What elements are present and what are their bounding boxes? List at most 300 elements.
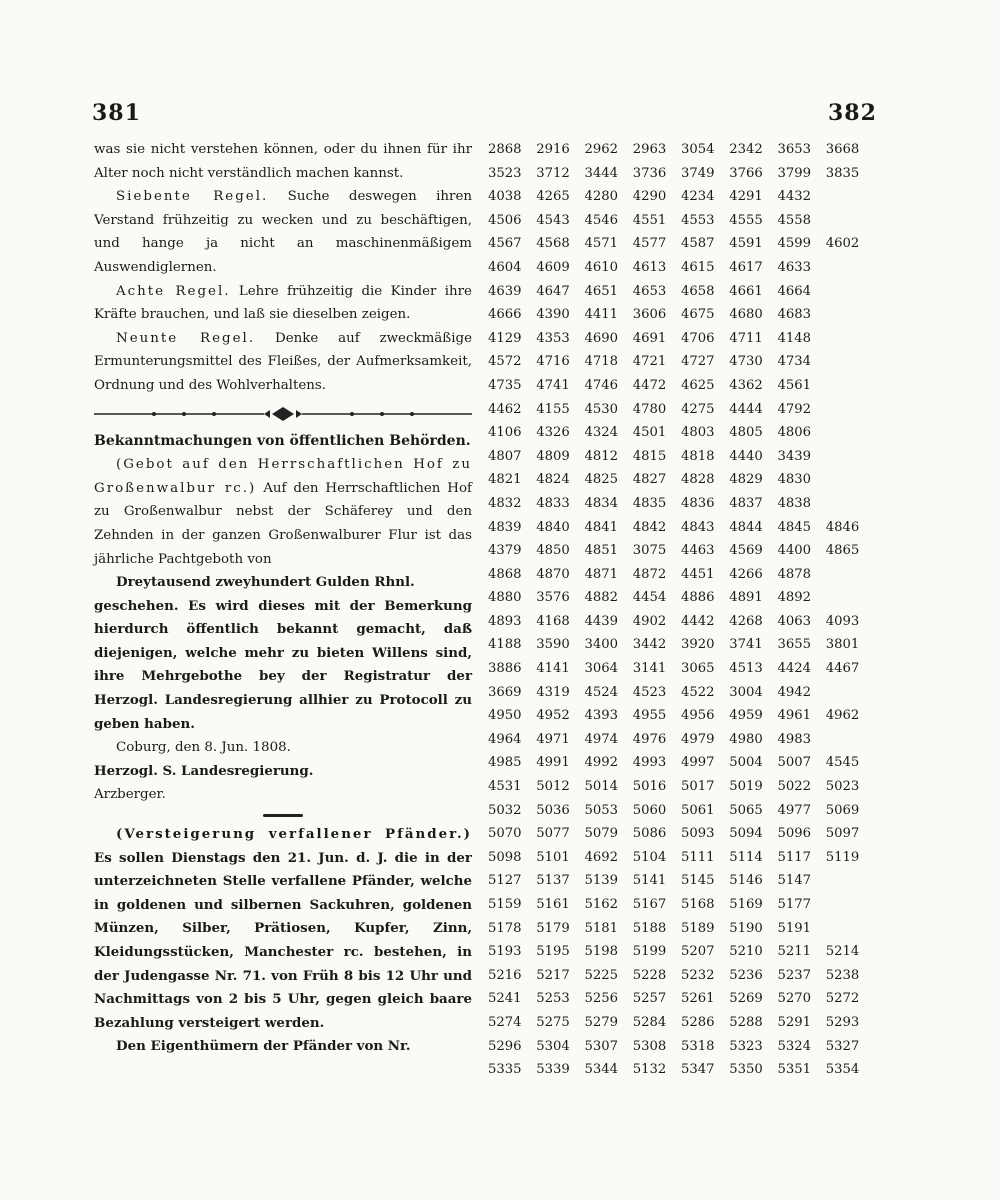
pledge-number: 5111 <box>681 849 715 865</box>
pledge-number: 5022 <box>777 779 812 795</box>
pledge-number: 5094 <box>729 826 763 842</box>
pledge-number: 5191 <box>777 920 812 936</box>
pledge-number: 4063 <box>777 613 812 629</box>
notice-lease-text-2: geschehen. Es wird dieses mit der Bemerkung hierdurch öffentlich bekannt gemacht, daß diejenigen, welche mehr zu bieten Willens sind, ihre Mehrgebothe bey der Registratur der Herzogl. Landesregierung allhier zu Protocoll zu geben haben. <box>94 597 472 732</box>
notice-auction-last-line: Den Eigenthümern der Pfänder von Nr. <box>116 1038 411 1055</box>
pledge-number: 4661 <box>729 283 763 299</box>
pledge-number: 4690 <box>584 330 619 346</box>
pledge-number: 4721 <box>632 354 667 370</box>
pledge-number: 5232 <box>681 967 715 983</box>
pledge-number: 5161 <box>536 897 570 912</box>
pledge-number: 4871 <box>584 566 619 582</box>
pledge-number: 4832 <box>488 495 522 511</box>
pledge-number: 5137 <box>536 873 570 889</box>
pledge-number: 4828 <box>681 472 715 488</box>
pledge-number: 4444 <box>729 401 763 417</box>
pledge-number: 4803 <box>681 425 715 441</box>
pledge-number: 4400 <box>777 543 812 559</box>
pledge-number: 4522 <box>681 684 715 700</box>
pledge-number: 4870 <box>536 566 570 582</box>
pledge-number: 4839 <box>488 519 522 535</box>
pledge-number: 4666 <box>488 307 522 323</box>
pledge-number: 3920 <box>681 637 715 653</box>
pledge-number: 4834 <box>584 495 619 511</box>
rule-nine <box>94 327 472 398</box>
pledge-number: 4865 <box>825 543 860 559</box>
pledge-number: 4639 <box>488 283 522 299</box>
pledge-number: 2962 <box>584 142 619 157</box>
pledge-number: 4188 <box>488 637 522 653</box>
pledge-number: 4971 <box>536 731 570 747</box>
pledge-number: 4653 <box>632 283 667 299</box>
pledge-number <box>826 681 874 705</box>
pledge-number: 4275 <box>681 401 715 417</box>
pledge-number: 5146 <box>729 873 763 889</box>
pledge-number: 2342 <box>729 142 763 157</box>
pledge-number <box>826 468 874 492</box>
pledge-number: 4472 <box>632 377 667 393</box>
pledge-number: 5061 <box>681 802 715 818</box>
pledge-number: 5308 <box>632 1038 667 1054</box>
pledge-number <box>826 421 874 445</box>
pledge-number: 5007 <box>777 755 812 771</box>
pledge-number: 4587 <box>681 236 715 252</box>
pledge-number: 4675 <box>681 307 715 323</box>
pledge-number: 4734 <box>777 354 812 370</box>
pledge-number: 5214 <box>825 944 860 960</box>
pledge-number <box>826 893 874 917</box>
pledge-number: 2916 <box>536 142 570 157</box>
pledge-number: 4818 <box>681 448 715 464</box>
pledge-number: 5274 <box>488 1014 522 1030</box>
notice-lease-text: Auf den Herrschaftlichen Hof zu Großenwalbur nebst der Schäferey und den Zehnden in der ganzen Großenwalburer Flur ist das jährliche Pachtgeboth von <box>94 480 472 567</box>
pledge-number <box>826 303 874 327</box>
pledge-number: 4572 <box>488 354 522 370</box>
pledge-number: 4746 <box>584 377 619 393</box>
pledge-number: 4872 <box>632 566 667 582</box>
pledge-number: 5145 <box>681 873 715 889</box>
ornamental-divider <box>94 402 472 426</box>
pledge-number: 4716 <box>536 354 570 370</box>
pledge-number: 4524 <box>584 684 619 700</box>
pledge-number: 4809 <box>536 448 570 464</box>
pledge-number: 4833 <box>536 495 570 511</box>
pledge-number: 3054 <box>681 142 715 157</box>
pledge-number: 3590 <box>536 637 570 653</box>
pledge-number: 4454 <box>632 590 667 606</box>
pledge-number: 2868 <box>488 142 522 157</box>
pledge-number: 5127 <box>488 873 522 889</box>
notice-auction-text: Es sollen Dienstags den 21. Jun. d. J. die in der unterzeichneten Stelle verfallene Pfänder, welche in goldenen und silbernen Sackuhren, goldenen Münzen, Silber, Prätiosen, Kupfer, Zinn, Kleidungsstücken, Manchester rc. bestehen, in der Judengasse Nr. 71. von Früh 8 bis 12 Uhr und Nachmittags von 2 bis 5 Uhr, gegen gleich baare Bezahlung versteigert werden. <box>94 849 472 1031</box>
pledge-number: 4558 <box>777 212 812 228</box>
rule-eight <box>94 280 472 327</box>
rule-nine-text: Denke auf zweckmäßige Ermunterungsmittel des Fleißes, der Aufmerksamkeit, Ordnung und des Wohlverhaltens. <box>94 330 472 393</box>
pledge-number: 4843 <box>681 519 715 535</box>
pledge-number: 4393 <box>584 708 619 724</box>
pledge-number: 4846 <box>825 519 860 535</box>
pledge-number: 5216 <box>488 967 522 983</box>
pledge-number: 4850 <box>536 543 570 559</box>
pledge-number: 4523 <box>632 684 667 700</box>
pledge-number: 4609 <box>536 259 570 275</box>
pledge-number <box>826 327 874 351</box>
pledge-number: 3653 <box>777 142 812 157</box>
pledge-number: 4604 <box>488 259 522 275</box>
pledge-number: 5179 <box>536 920 570 936</box>
pledge-number: 3741 <box>729 637 763 653</box>
pledge-number: 5236 <box>729 967 763 983</box>
pledge-number: 4962 <box>825 708 860 724</box>
pledge-number: 3669 <box>488 684 522 700</box>
pledge-number: 4825 <box>584 472 619 488</box>
pledge-number: 5077 <box>536 826 570 842</box>
pledge-number: 5279 <box>584 1014 619 1030</box>
pledge-number: 5270 <box>777 991 812 1007</box>
pledge-number: 3606 <box>632 307 667 323</box>
pledge-number <box>826 280 874 304</box>
pledge-number: 5291 <box>777 1014 812 1030</box>
pledge-number: 5101 <box>536 849 570 865</box>
pledge-number: 4829 <box>729 472 763 488</box>
pledge-number <box>826 445 874 469</box>
left-text-column <box>94 138 472 1059</box>
pledge-number: 5178 <box>488 920 522 936</box>
pledge-number: 4266 <box>729 566 763 582</box>
pledge-number: 4841 <box>584 519 619 535</box>
pledge-number: 5141 <box>632 873 667 889</box>
pledge-number: 4842 <box>632 519 667 535</box>
pledge-number: 4956 <box>681 708 715 724</box>
pledge-number: 5275 <box>536 1014 570 1030</box>
pledge-number: 4812 <box>584 448 619 464</box>
pledge-number: 5065 <box>729 802 763 818</box>
pledge-number: 4462 <box>488 401 522 417</box>
pledge-number: 5324 <box>777 1038 812 1054</box>
pledge-number: 5241 <box>488 991 522 1007</box>
pledge-number: 5168 <box>681 897 715 912</box>
pledge-number: 4324 <box>584 425 619 441</box>
pledge-number: 5210 <box>729 944 763 960</box>
pledge-number: 4844 <box>729 519 763 535</box>
pledge-number: 3400 <box>584 637 619 653</box>
pledge-number: 4545 <box>825 755 860 771</box>
pledge-number <box>826 728 874 752</box>
pledge-number <box>826 563 874 587</box>
pledge-number: 4902 <box>632 613 667 629</box>
pledge-number: 5079 <box>584 826 619 842</box>
pledge-number: 4880 <box>488 590 522 606</box>
pledge-number: 4268 <box>729 613 763 629</box>
pledge-number: 4561 <box>777 377 812 393</box>
pledge-number: 4977 <box>777 802 812 818</box>
pledge-number: 5228 <box>632 967 667 983</box>
pledge-number: 4993 <box>632 755 667 771</box>
pledge-number: 4451 <box>681 566 715 582</box>
pledge-number: 3801 <box>825 637 860 653</box>
pledge-number: 3075 <box>632 543 667 559</box>
issuing-authority: Herzogl. S. Landesregierung. <box>94 762 314 779</box>
pledge-number: 5139 <box>584 873 619 889</box>
pledge-number: 4792 <box>777 401 812 417</box>
pledge-number: 4955 <box>632 708 667 724</box>
pledge-number: 5195 <box>536 944 570 960</box>
page-number-left: 381 <box>92 100 141 126</box>
pledge-number: 3749 <box>681 165 715 181</box>
pledge-number: 4806 <box>777 425 812 441</box>
pledge-number: 4567 <box>488 236 522 252</box>
pledge-number: 5296 <box>488 1038 522 1054</box>
pledge-number: 4730 <box>729 354 763 370</box>
pledge-number: 4379 <box>488 543 522 559</box>
pledge-number: 4711 <box>729 330 763 346</box>
pledge-number <box>826 492 874 516</box>
pledge-number: 5053 <box>584 802 619 818</box>
pledge-number: 3766 <box>729 165 763 181</box>
pledge-number <box>826 209 874 233</box>
pledge-number: 4835 <box>632 495 667 511</box>
pledge-number: 5147 <box>777 873 812 889</box>
ornament-rule-icon <box>94 406 472 422</box>
pledge-number: 5097 <box>825 826 860 842</box>
pledge-number: 4543 <box>536 212 570 228</box>
pledge-number: 4633 <box>777 259 812 275</box>
pledge-number: 5119 <box>825 849 860 865</box>
pledge-number: 4664 <box>777 283 812 299</box>
pledge-number: 5286 <box>681 1014 715 1030</box>
pledge-number: 4827 <box>632 472 667 488</box>
pledge-number: 4129 <box>488 330 522 346</box>
pledge-number: 5070 <box>488 826 522 842</box>
pledge-number: 5284 <box>632 1014 667 1030</box>
pledge-number: 4983 <box>777 731 812 747</box>
pledge-number: 5004 <box>729 755 763 771</box>
pledge-number: 5086 <box>632 826 667 842</box>
pledge-number: 4577 <box>632 236 667 252</box>
pledge-number: 5327 <box>825 1038 860 1054</box>
pledge-number: 4845 <box>777 519 812 535</box>
pledge-number: 4893 <box>488 613 522 629</box>
pledge-number: 5335 <box>488 1062 522 1078</box>
pledge-number: 4821 <box>488 472 522 488</box>
pledge-number: 4807 <box>488 448 522 464</box>
notice-lease-label: (Gebot auf den Herrschaftlichen Hof zu Großenwalbur rc.) <box>94 457 472 496</box>
pledge-number: 5211 <box>777 944 812 960</box>
pledge-number: 4991 <box>536 755 570 771</box>
pledge-number: 5304 <box>536 1038 570 1054</box>
pledge-number: 5238 <box>825 967 860 983</box>
pledge-number: 3442 <box>632 637 667 653</box>
pledge-number: 4651 <box>584 283 619 299</box>
pledge-number: 5117 <box>777 849 812 865</box>
pledge-number: 4501 <box>632 425 667 441</box>
pledge-number: 3655 <box>777 637 812 653</box>
pledge-number: 3065 <box>681 661 715 677</box>
pledge-number: 4148 <box>777 330 812 346</box>
pledge-number: 4780 <box>632 401 667 417</box>
pledge-number: 4390 <box>536 307 570 323</box>
pledge-number: 4815 <box>632 448 667 464</box>
pledge-number: 5114 <box>729 849 763 865</box>
pledge-number: 4891 <box>729 590 763 606</box>
pledge-number <box>826 350 874 374</box>
pledge-number: 4840 <box>536 519 570 535</box>
pledge-number: 4234 <box>681 189 715 205</box>
pledge-number: 3439 <box>777 448 812 464</box>
rule-seven <box>94 185 472 279</box>
pledge-number: 5198 <box>584 944 619 960</box>
pledge-number: 5318 <box>681 1038 715 1054</box>
rule-seven-text: Suche deswegen ihren Verstand frühzeitig zu wecken und zu beschäftigen, und hange ja nicht an maschinenmäßigem Auswendiglernen. <box>94 189 472 275</box>
pledge-number: 4658 <box>681 283 715 299</box>
notice-auction-label: (Versteigerung verfallener Pfänder.) <box>116 826 472 843</box>
pledge-number: 5199 <box>632 944 667 960</box>
pledge-number: 4610 <box>584 259 619 275</box>
pledge-number: 3886 <box>488 661 522 677</box>
pledge-number: 5351 <box>777 1062 812 1078</box>
pledge-number: 4974 <box>584 731 619 747</box>
pledge-number: 5167 <box>632 897 667 912</box>
pledge-number: 5347 <box>681 1062 715 1078</box>
pledge-number: 4706 <box>681 330 715 346</box>
pledge-number: 4882 <box>584 590 619 606</box>
pledge-number: 5190 <box>729 920 763 936</box>
pledge-number: 4886 <box>681 590 715 606</box>
pledge-number: 3004 <box>729 684 763 700</box>
pledge-number: 5181 <box>584 920 619 936</box>
pledge-number: 5217 <box>536 967 570 983</box>
pledge-number <box>826 256 874 280</box>
pledge-number: 5104 <box>632 849 667 865</box>
pledge-number: 3736 <box>632 165 667 181</box>
pledge-number: 4617 <box>729 259 763 275</box>
pledge-number: 4599 <box>777 236 812 252</box>
pledge-number: 4439 <box>584 613 619 629</box>
short-rule-mark <box>263 814 303 817</box>
pledge-number: 5169 <box>729 897 763 912</box>
pledge-number: 5323 <box>729 1038 763 1054</box>
pledge-number: 5256 <box>584 991 619 1007</box>
pledge-number: 5019 <box>729 779 763 795</box>
pledge-number <box>826 586 874 610</box>
pledge-number: 4602 <box>825 236 860 252</box>
pledge-number: 3668 <box>825 142 860 157</box>
pledge-number: 4290 <box>632 189 667 205</box>
pledge-number: 5093 <box>681 826 715 842</box>
pledge-number: 4837 <box>729 495 763 511</box>
pledge-number <box>826 185 874 209</box>
pledge-number: 4952 <box>536 708 570 724</box>
pledge-number: 5193 <box>488 944 522 960</box>
section-heading: Bekanntmachungen von öffentlichen Behörden. <box>94 432 471 449</box>
pledge-number: 5159 <box>488 897 522 912</box>
pledge-number: 4569 <box>729 543 763 559</box>
pledge-number: 3523 <box>488 165 522 181</box>
pledge-number: 5016 <box>632 779 667 795</box>
pledge-number: 4830 <box>777 472 812 488</box>
pledge-number: 4985 <box>488 755 522 771</box>
pledge-number: 4442 <box>681 613 715 629</box>
pledge-number: 5032 <box>488 802 522 818</box>
pledge-number: 4591 <box>729 236 763 252</box>
short-divider <box>94 807 472 823</box>
pledge-number: 4265 <box>536 189 570 205</box>
pledge-number: 4141 <box>536 661 570 677</box>
pledge-number: 5189 <box>681 920 715 936</box>
pledge-number: 3835 <box>825 165 860 181</box>
pledge-number: 4979 <box>681 731 715 747</box>
pledge-number: 5253 <box>536 991 570 1007</box>
pledge-number: 4531 <box>488 779 522 795</box>
pledge-number: 5188 <box>632 920 667 936</box>
pledge-number: 5288 <box>729 1014 763 1030</box>
pledge-number: 5132 <box>632 1062 667 1078</box>
rule-seven-label: Siebente Regel. <box>116 189 269 205</box>
pledge-number: 3141 <box>632 661 667 677</box>
pledge-number: 4892 <box>777 590 812 606</box>
pledge-number <box>826 869 874 893</box>
notice-lease-bid <box>94 453 472 571</box>
pledge-number: 5307 <box>584 1038 619 1054</box>
pledge-number: 3712 <box>536 165 570 181</box>
pledge-number <box>826 398 874 422</box>
pledge-number: 5344 <box>584 1062 619 1078</box>
pledge-number: 4432 <box>777 189 812 205</box>
pledge-number: 5339 <box>536 1062 570 1078</box>
pledge-number: 4961 <box>777 708 812 724</box>
pledge-number: 4680 <box>729 307 763 323</box>
pledge-number: 4291 <box>729 189 763 205</box>
pledge-number: 4950 <box>488 708 522 724</box>
pledge-number: 4647 <box>536 283 570 299</box>
pledge-number: 4692 <box>584 849 619 865</box>
pledge-number: 4106 <box>488 425 522 441</box>
pledge-number: 4551 <box>632 212 667 228</box>
pledge-number: 4727 <box>681 354 715 370</box>
pledge-number: 5350 <box>729 1062 763 1078</box>
pledge-number: 4353 <box>536 330 570 346</box>
notice-auction <box>94 823 472 1035</box>
pledge-number: 4851 <box>584 543 619 559</box>
rule-eight-text: Lehre frühzeitig die Kinder ihre Kräfte brauchen, und laß sie dieselben zeigen. <box>94 283 472 323</box>
pledge-number: 4836 <box>681 495 715 511</box>
pledge-number: 4980 <box>729 731 763 747</box>
pledge-number: 3064 <box>584 661 619 677</box>
pledge-number: 5069 <box>825 802 860 818</box>
pledge-number: 5225 <box>584 967 619 983</box>
pledge-number: 4741 <box>536 377 570 393</box>
pledge-number: 4530 <box>584 401 619 417</box>
pledge-number: 4093 <box>825 613 860 629</box>
pledge-number: 5017 <box>681 779 715 795</box>
rule-nine-label: Neunte Regel. <box>116 330 256 346</box>
pledge-number: 4942 <box>777 684 812 700</box>
pledge-number: 4319 <box>536 684 570 700</box>
notice-lease-amount: Dreytausend zweyhundert Gulden Rhnl. <box>116 574 415 591</box>
pledge-number <box>826 917 874 941</box>
pledge-number <box>826 374 874 398</box>
pledge-number: 5272 <box>825 991 860 1007</box>
rule-eight-label: Achte Regel. <box>116 283 231 299</box>
pledge-number: 5207 <box>681 944 715 960</box>
pledge-number: 4553 <box>681 212 715 228</box>
signer-name: Arzberger. <box>94 787 166 803</box>
pledge-number: 3576 <box>536 590 570 606</box>
pledge-number: 4506 <box>488 212 522 228</box>
pledge-number: 4735 <box>488 377 522 393</box>
pledge-number: 5177 <box>777 897 812 912</box>
pledge-number: 4467 <box>825 661 860 677</box>
pledge-number: 3799 <box>777 165 812 181</box>
